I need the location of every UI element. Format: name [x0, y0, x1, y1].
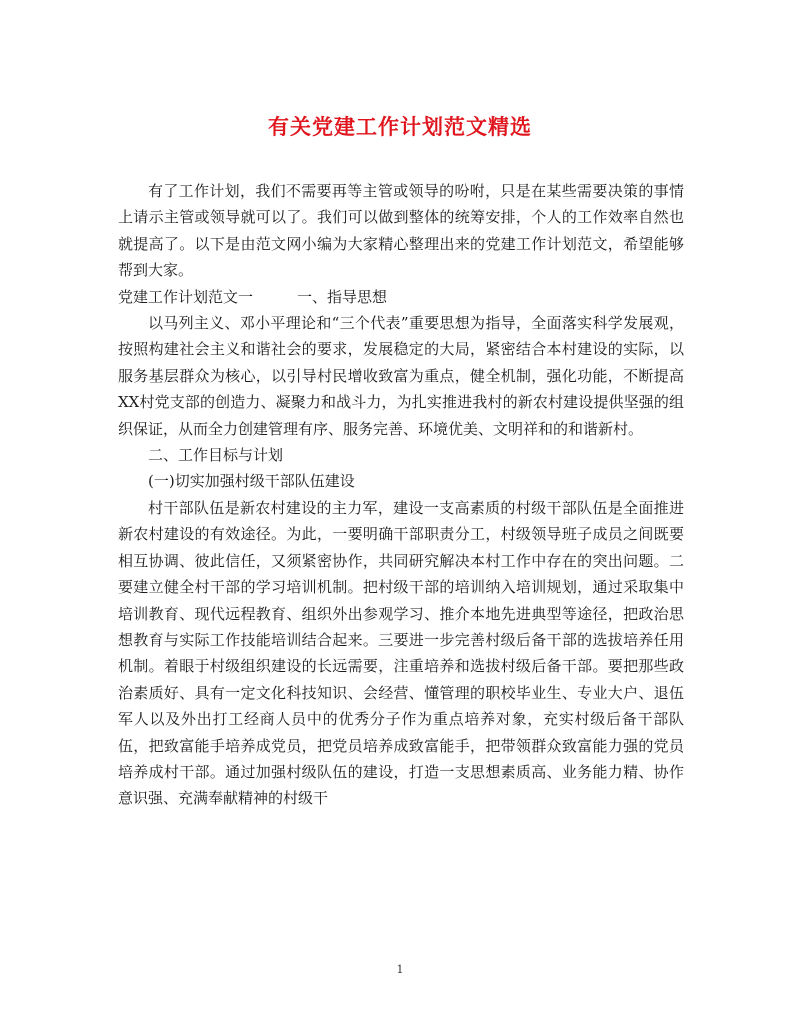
subsection-one-heading: (一)切实加强村级干部队伍建设	[148, 472, 355, 491]
intro-paragraph: 有了工作计划，我们不需要再等主管或领导的吩咐，只是在某些需要决策的事情上请示主管或领导就可以了。我们可以做到整体的统筹安排，个人的工作效率自然也就提高了。以下是由范文网小编为大家精心整理出来的党建工作计划范文，希望能够帮到大家。	[118, 182, 684, 280]
section-one-heading: 一、指导思想	[297, 287, 388, 306]
document-body	[118, 178, 684, 812]
document-title: 有关党建工作计划范文精选	[268, 114, 532, 139]
guiding-ideology-paragraph: 以马列主义、邓小平理论和“三个代表”重要思想为指导，全面落实科学发展观，按照构建社会主义和谐社会的要求，发展稳定的大局，紧密结合本村建设的实际，以服务基层群众为核心，以引导村民增收致富为重点，健全机制，强化功能，不断提高XX村党支部的创造力、凝聚力和战斗力，为扎实推进我村的新农村建设提供坚强的组织保证，从而全力创建管理有序、服务完善、环境优美、文明祥和的和谐新村。	[118, 314, 684, 438]
section-one-label: 党建工作计划范文一	[118, 287, 254, 306]
section-two-heading: 二、工作目标与计划	[148, 446, 284, 465]
cadre-team-paragraph: 村干部队伍是新农村建设的主力军，建设一支高素质的村级干部队伍是全面推进新农村建设的有效途径。为此，一要明确干部职责分工，村级领导班子成员之间既要相互协调、彼此信任，又须紧密协作，共同研究解决本村工作中存在的突出问题。二要建立健全村干部的学习培训机制。把村级干部的培训纳入培训规划，通过采取集中培训教育、现代远程教育、组织外出参观学习、推介本地先进典型等途径，把政治思想教育与实际工作技能培训结合起来。三要进一步完善村级后备干部的选拔培养任用机制。着眼于村级组织建设的长远需要，注重培养和选拔村级后备干部。要把那些政治素质好、具有一定文化科技知识、会经营、懂管理的职校毕业生、专业大户、退伍军人以及外出打工经商人员中的优秀分子作为重点培养对象，充实村级后备干部队伍，把致富能手培养成党员，把党员培养成致富能手，把带领群众致富能力强的党员培养成村干部。通过加强村级队伍的建设，打造一支思想素质高、业务能力精、协作意识强、充满奉献精神的村级干	[118, 498, 684, 808]
section-one-heading-line	[118, 284, 684, 310]
page-number: 1	[396, 963, 404, 976]
